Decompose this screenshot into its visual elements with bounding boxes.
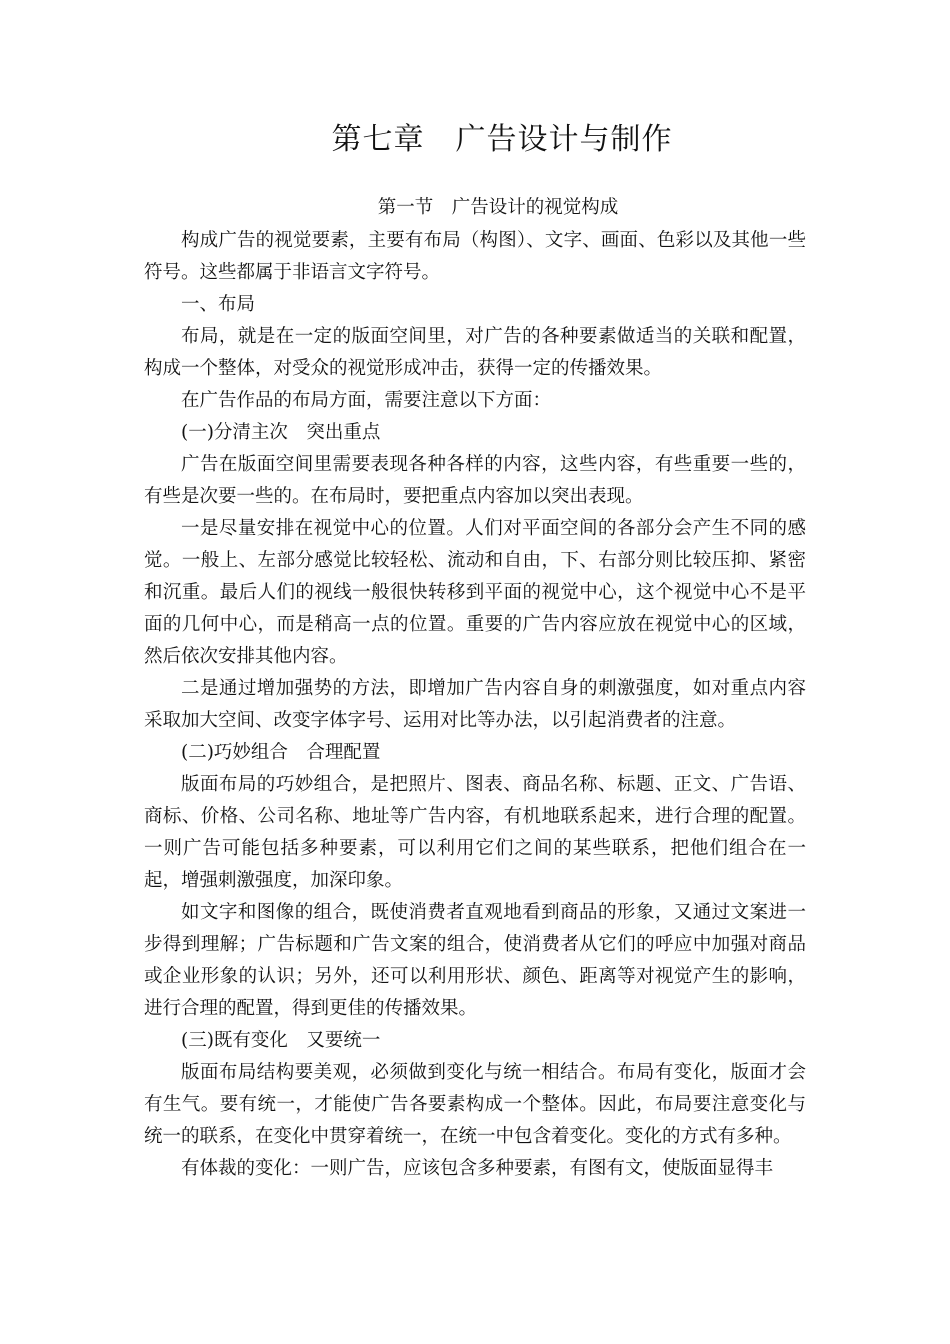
paragraph-content-importance: 广告在版面空间里需要表现各种各样的内容，这些内容，有些重要一些的，有些是次要一些的。在布局时，要把重点内容加以突出表现。 (144, 454, 806, 507)
subheading-variation-unity: (三)既有变化 又要统一 (181, 1030, 381, 1051)
paragraph-strength: 二是通过增加强势的方法，即增加广告内容自身的刺激强度，如对重点内容采取加大空间、改变字体字号、运用对比等办法，以引起消费者的注意。 (144, 678, 806, 731)
paragraph-intro: 构成广告的视觉要素，主要有布局（构图）、文字、画面、色彩以及其他一些符号。这些都属于非语言文字符号。 (144, 230, 806, 283)
heading-layout: 一、布局 (181, 294, 256, 315)
body-text (144, 225, 806, 1185)
subheading-primary-secondary: (一)分清主次 突出重点 (181, 422, 381, 443)
paragraph-layout-definition: 布局，就是在一定的版面空间里，对广告的各种要素做适当的关联和配置，构成一个整体，对受众的视觉形成冲击，获得一定的传播效果。 (144, 326, 806, 379)
paragraph-text-image: 如文字和图像的组合，既使消费者直观地看到商品的形象，又通过文案进一步得到理解；广告标题和广告文案的组合，使消费者从它们的呼应中加强对商品或企业形象的认识；另外，还可以利用形状、颜色、距离等对视觉产生的影响，进行合理的配置，得到更佳的传播效果。 (144, 902, 806, 1019)
paragraph-layout-aspects: 在广告作品的布局方面，需要注意以下方面： (181, 390, 552, 411)
paragraph-visual-center: 一是尽量安排在视觉中心的位置。人们对平面空间的各部分会产生不同的感觉。一般上、左部分感觉比较轻松、流动和自由，下、右部分则比较压抑、紧密和沉重。最后人们的视线一般很快转移到平面的视觉中心，这个视觉中心不是平面的几何中心，而是稍高一点的位置。重要的广告内容应放在视觉中心的区域，然后依次安排其他内容。 (144, 518, 806, 667)
section-title: 第一节 广告设计的视觉构成 (377, 197, 619, 218)
chapter-title: 第七章 广告设计与制作 (331, 122, 673, 157)
subheading-combination: (二)巧妙组合 合理配置 (181, 742, 381, 763)
paragraph-variation-unity: 版面布局结构要美观，必须做到变化与统一相结合。布局有变化，版面才会有生气。要有统一，才能使广告各要素构成一个整体。因此，布局要注意变化与统一的联系，在变化中贯穿着统一，在统一中包含着变化。变化的方式有多种。 (144, 1062, 806, 1147)
paragraph-genre-variation: 有体裁的变化：一则广告，应该包含多种要素，有图有文，使版面显得丰 (181, 1158, 774, 1179)
paragraph-combination: 版面布局的巧妙组合，是把照片、图表、商品名称、标题、正文、广告语、商标、价格、公司名称、地址等广告内容，有机地联系起来，进行合理的配置。一则广告可能包括多种要素，可以利用它们之间的某些联系，把他们组合在一起，增强刺激强度，加深印象。 (144, 774, 806, 891)
